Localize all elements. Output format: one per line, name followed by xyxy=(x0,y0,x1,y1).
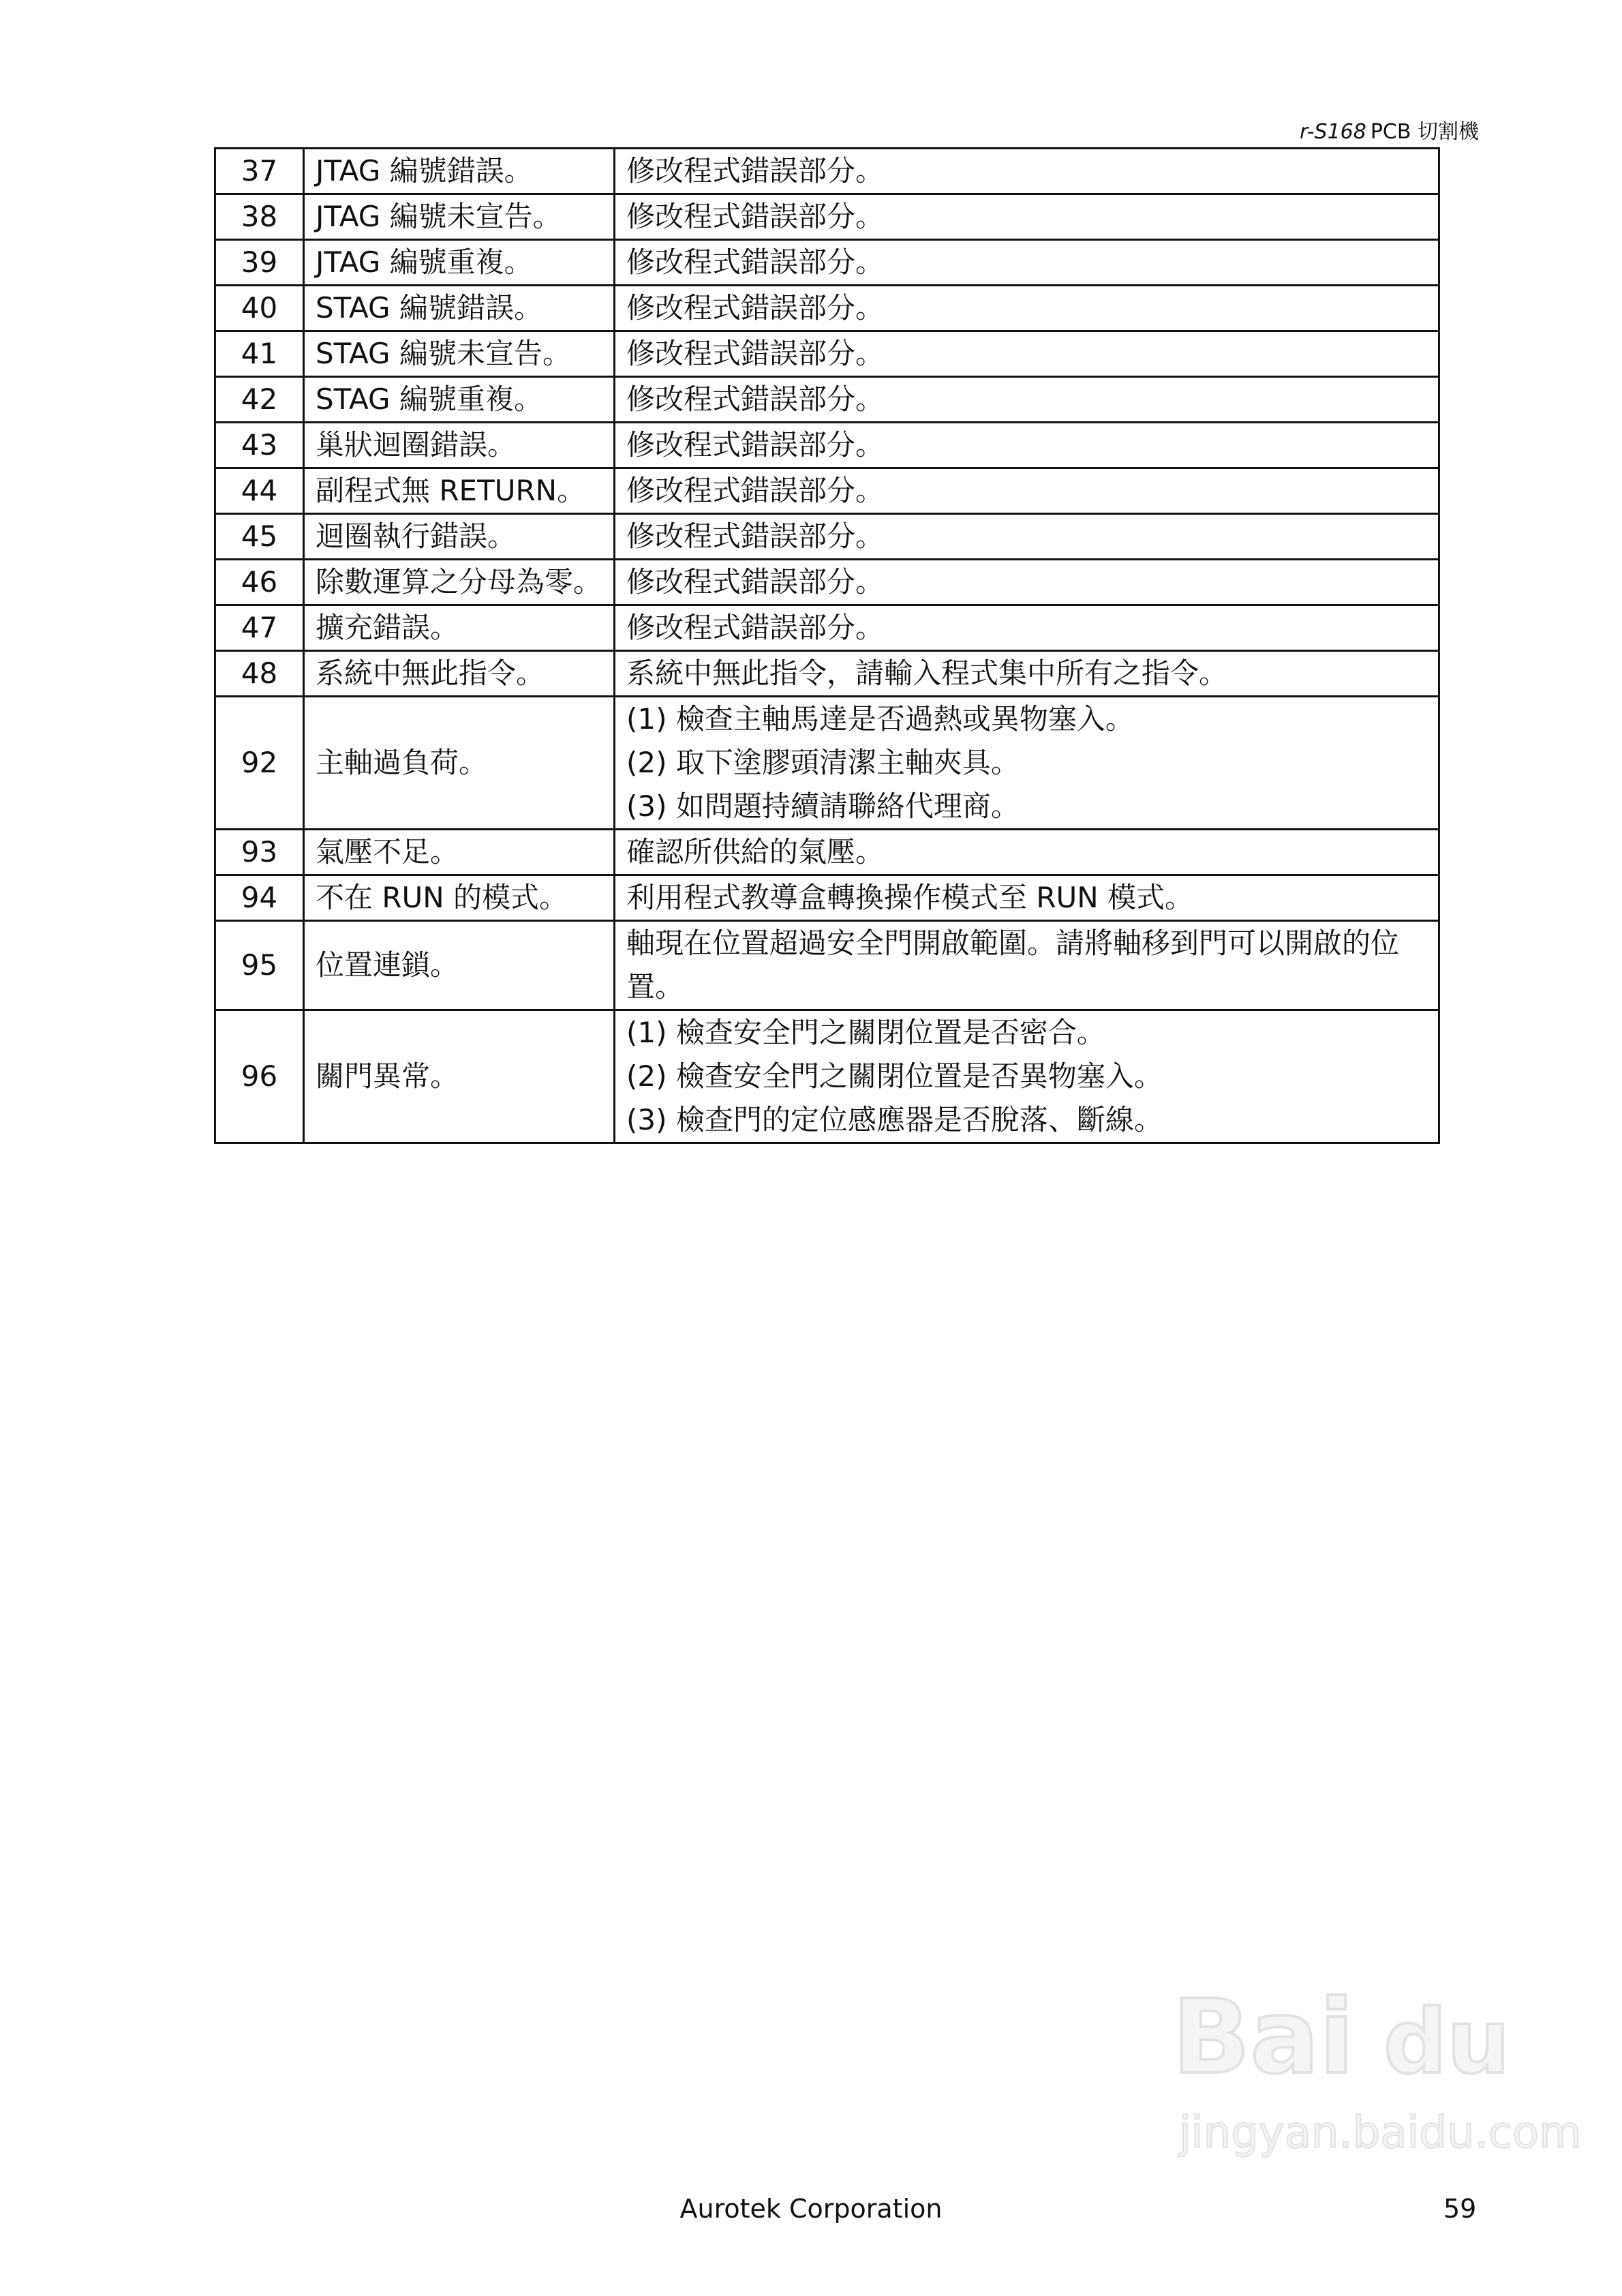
solution-line: (3) 檢查門的定位感應器是否脫落、斷線。 xyxy=(626,1103,1163,1136)
error-message-cell: 位置連鎖。 xyxy=(304,921,615,1010)
error-code-cell: 48 xyxy=(215,651,304,697)
error-message-cell: 氣壓不足。 xyxy=(304,830,615,875)
table-row xyxy=(215,875,1439,921)
error-solution-cell xyxy=(615,194,1439,240)
error-code-cell: 45 xyxy=(215,514,304,560)
error-code-cell: 41 xyxy=(215,331,304,377)
solution-line: 修改程式錯誤部分。 xyxy=(626,200,885,233)
solution-line: 修改程式錯誤部分。 xyxy=(626,154,885,187)
svg-text:du: du xyxy=(1383,1990,1510,2094)
error-message-cell: 關門異常。 xyxy=(304,1010,615,1143)
table-row xyxy=(215,605,1439,651)
solution-line: 利用程式教導盒轉換操作模式至 RUN 模式。 xyxy=(626,881,1194,914)
table-row xyxy=(215,194,1439,240)
solution-line: 修改程式錯誤部分。 xyxy=(626,337,885,370)
solution-line: (1) 檢查安全門之關閉位置是否密合。 xyxy=(626,1016,1105,1049)
error-solution-cell xyxy=(615,651,1439,697)
svg-text:Bai: Bai xyxy=(1172,1978,1354,2097)
table-row xyxy=(215,468,1439,514)
error-solution-cell xyxy=(615,286,1439,331)
solution-line: 修改程式錯誤部分。 xyxy=(626,382,885,416)
error-solution-cell xyxy=(615,331,1439,377)
solution-line: 軸現在位置超過安全門開啟範圍。請將軸移到門可以開啟的位置。 xyxy=(626,926,1400,1003)
table-row xyxy=(215,921,1439,1010)
error-code-cell: 42 xyxy=(215,377,304,423)
solution-line: (2) 檢查安全門之關閉位置是否異物塞入。 xyxy=(626,1059,1163,1093)
error-code-table xyxy=(214,147,1440,1144)
error-code-cell: 44 xyxy=(215,468,304,514)
solution-line: 修改程式錯誤部分。 xyxy=(626,565,885,599)
solution-line: (1) 檢查主軸馬達是否過熱或異物塞入。 xyxy=(626,702,1134,736)
error-message-cell: 副程式無 RETURN。 xyxy=(304,468,615,514)
table-row xyxy=(215,331,1439,377)
table-row xyxy=(215,149,1439,194)
model-name: r-S168 xyxy=(1300,120,1366,144)
error-message-cell: JTAG 編號重複。 xyxy=(304,240,615,286)
solution-line: (3) 如問題持續請聯絡代理商。 xyxy=(626,789,1020,823)
solution-line: 修改程式錯誤部分。 xyxy=(626,245,885,279)
error-message-cell: STAG 編號重複。 xyxy=(304,377,615,423)
solution-line: 系統中無此指令，請輸入程式集中所有之指令。 xyxy=(626,656,1228,690)
solution-line: (2) 取下塗膠頭清潔主軸夾具。 xyxy=(626,746,1020,779)
table-row xyxy=(215,423,1439,468)
error-solution-cell xyxy=(615,240,1439,286)
error-solution-cell xyxy=(615,697,1439,830)
error-message-cell: JTAG 編號錯誤。 xyxy=(304,149,615,194)
footer-company: Aurotek Corporation xyxy=(679,2194,943,2224)
page-header xyxy=(1300,115,1479,145)
error-code-cell: 94 xyxy=(215,875,304,921)
table-row xyxy=(215,240,1439,286)
error-message-cell: STAG 編號錯誤。 xyxy=(304,286,615,331)
error-solution-cell xyxy=(615,514,1439,560)
error-solution-cell xyxy=(615,830,1439,875)
table-row xyxy=(215,514,1439,560)
error-message-cell: 系統中無此指令。 xyxy=(304,651,615,697)
error-code-cell: 39 xyxy=(215,240,304,286)
solution-line: 修改程式錯誤部分。 xyxy=(626,611,885,644)
table-row xyxy=(215,1010,1439,1143)
error-message-cell: JTAG 編號未宣告。 xyxy=(304,194,615,240)
error-code-cell: 92 xyxy=(215,697,304,830)
error-solution-cell xyxy=(615,1010,1439,1143)
error-message-cell: 巢狀迴圈錯誤。 xyxy=(304,423,615,468)
error-code-cell: 43 xyxy=(215,423,304,468)
table-row xyxy=(215,830,1439,875)
solution-line: 確認所供給的氣壓。 xyxy=(626,835,885,868)
solution-line: 修改程式錯誤部分。 xyxy=(626,519,885,553)
table-row xyxy=(215,377,1439,423)
error-code-cell: 95 xyxy=(215,921,304,1010)
error-code-cell: 93 xyxy=(215,830,304,875)
solution-line: 修改程式錯誤部分。 xyxy=(626,428,885,462)
error-message-cell: STAG 編號未宣告。 xyxy=(304,331,615,377)
solution-line: 修改程式錯誤部分。 xyxy=(626,474,885,507)
error-solution-cell xyxy=(615,377,1439,423)
product-name: PCB 切割機 xyxy=(1370,120,1479,144)
table-row xyxy=(215,697,1439,830)
error-code-table-body xyxy=(215,149,1439,1143)
error-code-cell: 46 xyxy=(215,560,304,605)
error-message-cell: 迴圈執行錯誤。 xyxy=(304,514,615,560)
error-message-cell: 擴充錯誤。 xyxy=(304,605,615,651)
solution-line: 修改程式錯誤部分。 xyxy=(626,291,885,324)
error-solution-cell xyxy=(615,423,1439,468)
svg-text:jingyan.baidu.com: jingyan.baidu.com xyxy=(1179,2108,1582,2158)
error-code-cell: 40 xyxy=(215,286,304,331)
table-row xyxy=(215,560,1439,605)
error-message-cell: 主軸過負荷。 xyxy=(304,697,615,830)
error-code-cell: 96 xyxy=(215,1010,304,1143)
error-code-cell: 38 xyxy=(215,194,304,240)
error-message-cell: 除數運算之分母為零。 xyxy=(304,560,615,605)
error-solution-cell xyxy=(615,468,1439,514)
page-number: 59 xyxy=(1443,2194,1477,2224)
baidu-jingyan-watermark xyxy=(1159,1950,1582,2168)
error-solution-cell xyxy=(615,560,1439,605)
error-solution-cell xyxy=(615,605,1439,651)
table-row xyxy=(215,286,1439,331)
error-code-cell: 47 xyxy=(215,605,304,651)
error-solution-cell xyxy=(615,875,1439,921)
error-message-cell: 不在 RUN 的模式。 xyxy=(304,875,615,921)
error-solution-cell xyxy=(615,921,1439,1010)
error-solution-cell xyxy=(615,149,1439,194)
table-row xyxy=(215,651,1439,697)
error-code-cell: 37 xyxy=(215,149,304,194)
